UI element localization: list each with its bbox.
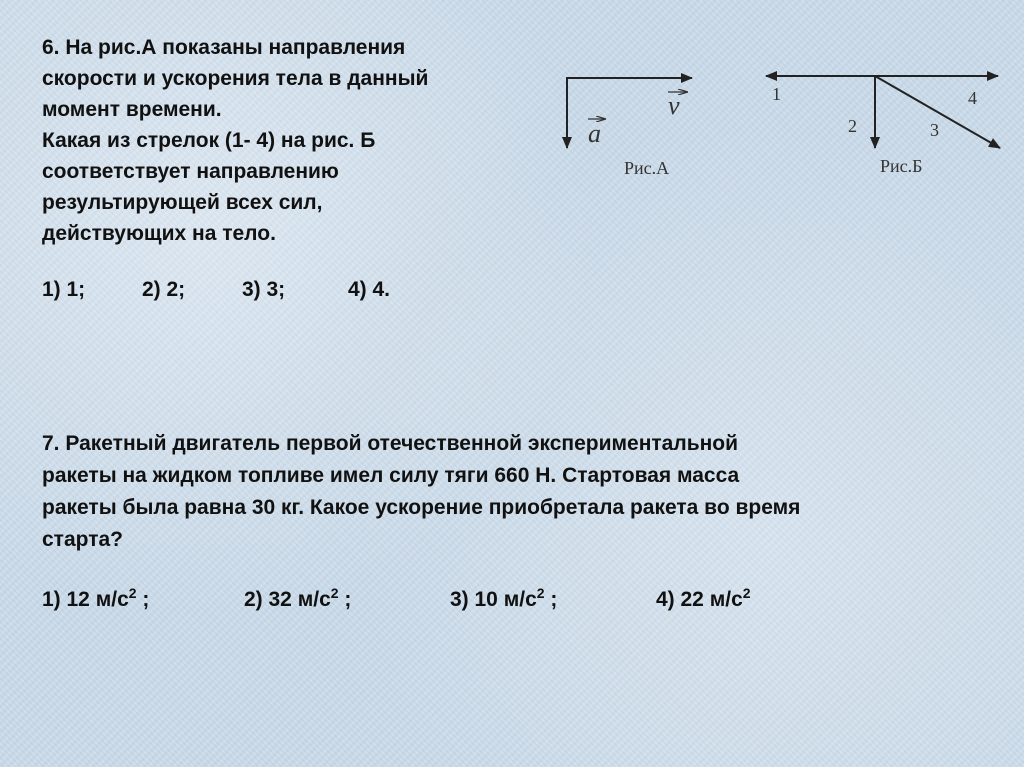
answer7-option-2-text: 2) 32 м/с <box>244 588 331 611</box>
answer-option-2: 2) 2; <box>142 278 186 301</box>
question-7-text <box>42 428 1002 556</box>
question-6-line: момент времени. <box>42 98 222 121</box>
figure-b <box>766 76 1000 176</box>
figure-a <box>566 77 692 178</box>
question-7-line: 7. Ракетный двигатель первой отечественной экспериментальной <box>42 432 739 455</box>
answer7-option-2 <box>244 585 450 612</box>
answer7-option-1 <box>42 585 244 612</box>
question-6-line: действующих на тело. <box>42 222 276 245</box>
question-7-line: ракеты была равна 30 кг. Какое ускорение приобретала ракета во время <box>42 496 801 519</box>
question-7-answers <box>42 585 751 612</box>
answer7-option-1-tail: ; <box>136 588 150 611</box>
answer7-option-1-sup: 2 <box>128 585 137 601</box>
answer7-option-4-sup: 2 <box>742 585 751 601</box>
question-6-line: Какая из стрелок (1- 4) на рис. Б <box>42 129 376 152</box>
figure-b-caption: Рис.Б <box>880 156 923 176</box>
question-7-line: старта? <box>42 528 123 551</box>
answer7-option-1-text: 1) 12 м/с <box>42 588 129 611</box>
arrow-1-label: 1 <box>772 84 781 104</box>
acceleration-label: a <box>588 119 601 148</box>
answer-option-1: 1) 1; <box>42 278 86 301</box>
question-6-line: скорости и ускорения тела в данный <box>42 67 429 90</box>
velocity-label: v <box>668 91 680 120</box>
answer7-option-4 <box>656 585 751 612</box>
arrow-4-label: 4 <box>968 88 977 108</box>
answer7-option-3 <box>450 585 656 612</box>
question-7-line: ракеты на жидком топливе имел силу тяги 660 Н. Стартовая масса <box>42 464 740 487</box>
answer-option-4: 4) 4. <box>348 278 391 301</box>
answer7-option-3-text: 3) 10 м/с <box>450 588 537 611</box>
answer7-option-2-sup: 2 <box>330 585 339 601</box>
question-6-line: соответствует направлению <box>42 160 339 183</box>
question-6-line: результирующей всех сил, <box>42 191 323 214</box>
answer7-option-3-sup: 2 <box>536 585 545 601</box>
arrow-3-label: 3 <box>930 120 939 140</box>
question-6-line: 6. На рис.А показаны направления <box>42 36 406 59</box>
answer7-option-3-tail: ; <box>544 588 558 611</box>
answer-option-3: 3) 3; <box>242 278 286 301</box>
arrow-2-label: 2 <box>848 116 857 136</box>
figure-a-caption: Рис.А <box>624 158 670 178</box>
answer7-option-2-tail: ; <box>338 588 352 611</box>
answer7-option-4-text: 4) 22 м/с <box>656 588 743 611</box>
